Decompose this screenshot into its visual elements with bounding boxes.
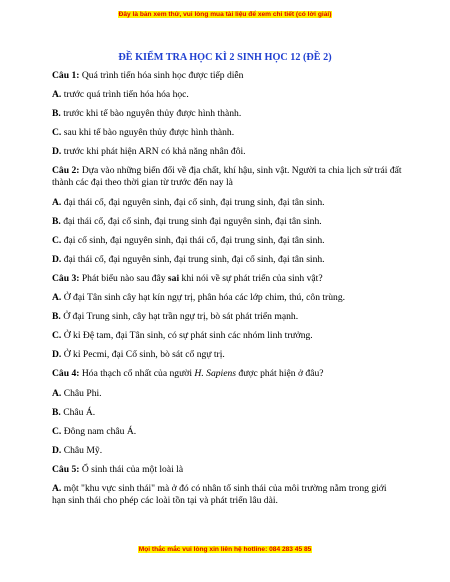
option-text: Châu Mỹ. [61, 444, 103, 456]
option-key: D. [52, 253, 62, 265]
question-5-option-a [52, 483, 402, 507]
question-4-option-a [52, 388, 402, 400]
question-3-option-a [52, 292, 402, 304]
question-2-option-a [52, 197, 402, 209]
option-key: C. [52, 330, 62, 342]
option-key: B. [52, 406, 61, 418]
option-key: A. [52, 482, 62, 494]
preview-notice-text: Đây là bản xem thử, vui lòng mua tài liệu để xem chi tiết (có lời giải) [118, 11, 332, 18]
question-2-option-c [52, 235, 402, 247]
option-text: đại cổ sinh, đại nguyên sinh, đại thái cổ, đại trung sinh, đại tân sinh. [61, 234, 325, 246]
question-3-option-c [52, 330, 402, 342]
question-1-number: Câu 1: [52, 70, 80, 81]
question-2-text: Dựa vào những biến đổi về địa chất, khí hậu, sinh vật. Người ta chia lịch sử trái đất thành các đại theo thời gian từ trước đến nay là [52, 165, 402, 189]
question-5 [52, 464, 402, 476]
question-4-number: Câu 4: [52, 368, 80, 380]
hotline-text: Mọi thắc mắc vui lòng xin liên hệ hotline: 084 283 45 85 [138, 546, 312, 553]
option-key: C. [52, 425, 62, 437]
question-4 [52, 368, 402, 380]
question-4-text-end: được phát hiện ở đâu? [236, 368, 324, 380]
option-key: D. [52, 349, 62, 361]
option-text: Ở kỉ Pecmi, đại Cổ sinh, bò sát cổ ngự trị. [61, 349, 225, 361]
question-3 [52, 273, 402, 285]
option-text: trước quá trình tiến hóa hóa học. [61, 89, 189, 101]
question-3-text-end: khi nói về sự phát triển của sinh vật? [179, 272, 323, 284]
option-key: B. [52, 311, 61, 323]
question-4-species: H. Sapiens [194, 368, 236, 380]
option-text: Châu Phi. [61, 387, 102, 399]
question-1-option-d [52, 146, 402, 158]
option-key: B. [52, 215, 61, 227]
option-text: đại thái cổ, đại cổ sinh, đại trung sinh đại nguyên sinh, đại tân sinh. [60, 215, 322, 227]
question-4-option-c [52, 426, 402, 438]
option-text: trước khi phát hiện ARN có khả năng nhân đôi. [61, 146, 246, 158]
option-key: C. [52, 234, 62, 246]
question-2-number: Câu 2: [52, 165, 80, 177]
option-key: A. [52, 387, 62, 399]
question-3-option-d [52, 349, 402, 361]
option-text: đại thái cổ, đại nguyên sinh, đại trung sinh, đại cổ sinh, đại tân sinh. [61, 253, 325, 265]
option-text: Ở kỉ Đệ tam, đại Tân sinh, có sự phát sinh các nhóm linh trưởng. [61, 330, 313, 342]
question-5-number: Câu 5: [52, 463, 80, 475]
option-text: Ở đại Tân sinh cây hạt kín ngự trị, phân hóa các lớp chim, thú, côn trùng. [61, 292, 346, 304]
exam-body [52, 70, 402, 514]
question-1-option-a [52, 89, 402, 101]
question-4-option-d [52, 445, 402, 457]
option-key: C. [52, 127, 62, 139]
option-key: D. [52, 146, 62, 158]
option-key: A. [52, 292, 62, 304]
option-key: D. [52, 444, 62, 456]
option-text: sau khi tế bào nguyên thủy được hình thành. [61, 127, 235, 139]
question-1 [52, 70, 402, 82]
option-key: A. [52, 89, 62, 101]
question-2-option-b [52, 216, 402, 228]
option-text: trước khi tế bào nguyên thủy được hình thành. [60, 108, 242, 120]
question-3-option-b [52, 311, 402, 323]
question-3-text: Phát biểu nào sau đây [79, 272, 168, 284]
option-text: một "khu vực sinh thái" mà ở đó có nhân tố sinh thái của môi trường nằm trong giới hạn sinh thái cho phép các loài tồn tại và phát triển lâu dài. [52, 482, 387, 506]
question-4-option-b [52, 407, 402, 419]
question-5-text: Ổ sinh thái của một loài là [79, 463, 184, 475]
question-3-emphasis: sai [167, 272, 180, 284]
question-1-option-b [52, 108, 402, 120]
question-2 [52, 165, 402, 189]
question-1-text: Quá trình tiến hóa sinh học được tiếp diễn [79, 70, 244, 81]
option-text: đại thái cổ, đại nguyên sinh, đại cổ sinh, đại trung sinh, đại tân sinh. [61, 196, 325, 208]
question-4-text: Hóa thạch cổ nhất của người [79, 368, 195, 380]
option-text: Châu Á. [60, 406, 96, 418]
hotline-banner [0, 546, 450, 553]
question-1-option-c [52, 127, 402, 139]
option-text: Ở đại Trung sinh, cây hạt trần ngự trị, bò sát phát triển mạnh. [60, 311, 299, 323]
option-key: A. [52, 196, 62, 208]
question-2-option-d [52, 254, 402, 266]
exam-title: ĐỀ KIỂM TRA HỌC KÌ 2 SINH HỌC 12 (ĐỀ 2) [118, 52, 332, 63]
preview-notice-banner [0, 11, 450, 18]
option-text: Đông nam châu Á. [61, 425, 137, 437]
option-key: B. [52, 108, 61, 120]
question-3-number: Câu 3: [52, 272, 80, 284]
